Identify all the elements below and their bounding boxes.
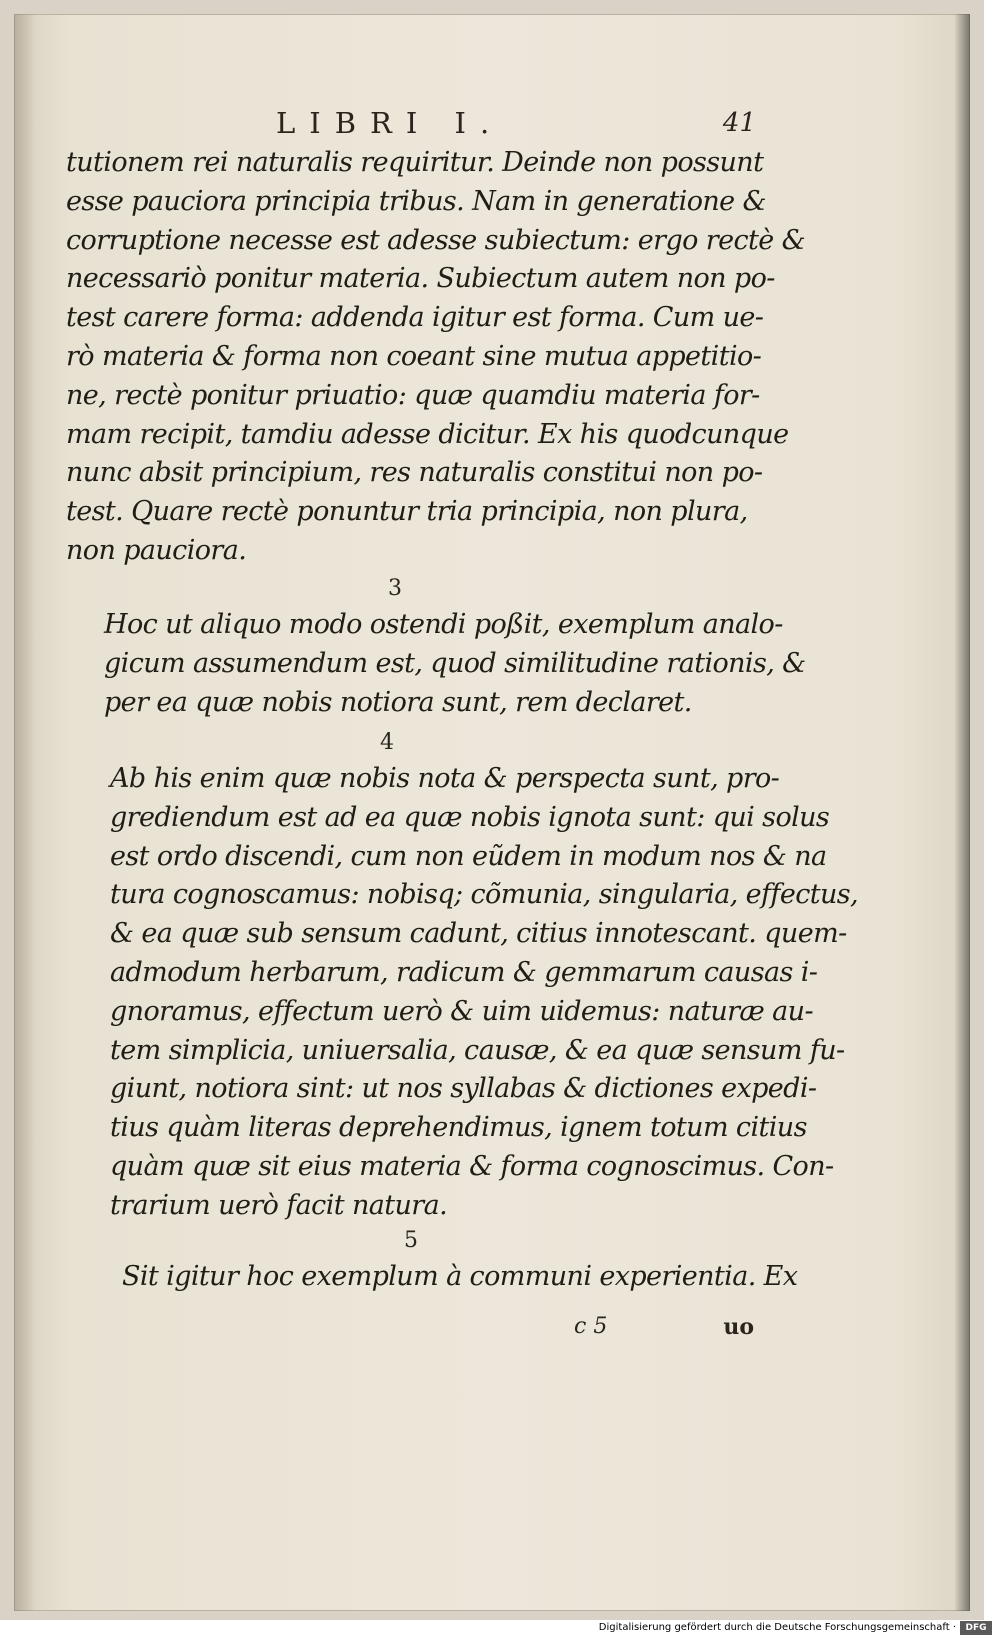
text-line: mam recipit, tamdiu adesse dicitur. Ex his quodcunque xyxy=(66,418,789,450)
text-line: gicum assumendum est, quod similitudine rationis, & xyxy=(104,647,806,679)
text-line: est ordo discendi, cum non eũdem in modum nos & na xyxy=(110,840,827,872)
page-edge-shadow xyxy=(954,14,970,1611)
text-line: test. Quare rectè ponuntur tria principia, non plura, xyxy=(66,496,748,528)
section-number-4: 4 xyxy=(380,730,394,755)
paragraph-5 xyxy=(122,1258,812,1297)
text-line: giunt, notiora sint: ut nos syllabas & dictiones expedi- xyxy=(110,1073,817,1105)
text-line: Ab his enim quæ nobis nota & perspecta sunt, pro- xyxy=(110,763,780,794)
section-number-3: 3 xyxy=(388,576,402,601)
running-title: LIBRI I. xyxy=(276,106,504,140)
paragraph-1 xyxy=(66,144,806,571)
text-line: tius quàm literas deprehendimus, ignem totum citius xyxy=(110,1112,807,1144)
digitization-credit: Digitalisierung gefördert durch die Deutsche Forschungsgemeinschaft · xyxy=(598,1622,956,1633)
text-line: ne, rectè ponitur priuatio: quæ quamdiu materia for- xyxy=(66,379,760,411)
spine-shadow xyxy=(14,14,36,1611)
text-line: Sit igitur hoc exemplum à communi experientia. Ex xyxy=(122,1261,798,1292)
text-line: grediendum est ad ea quæ nobis ignota sunt: qui solus xyxy=(110,801,830,833)
text-line: per ea quæ nobis notiora sunt, rem declaret. xyxy=(104,686,692,718)
text-line: nunc absit principium, res naturalis constitui non po- xyxy=(66,457,763,489)
folio-number: 41 xyxy=(722,108,756,138)
catchword: uo xyxy=(723,1314,754,1340)
book-page xyxy=(14,14,970,1611)
text-line: tura cognoscamus: nobisq; cõmunia, singularia, effectus, xyxy=(110,879,859,911)
section-number-5: 5 xyxy=(404,1228,418,1253)
text-line: admodum herbarum, radicum & gemmarum causas i- xyxy=(110,956,818,988)
text-line: trarium uerò facit natura. xyxy=(110,1189,448,1221)
paragraph-4 xyxy=(110,760,859,1226)
page-footer xyxy=(574,1314,754,1344)
text-line: Hoc ut aliquo modo ostendi poßit, exemplum analo- xyxy=(104,609,783,640)
text-line: rò materia & forma non coeant sine mutua appetitio- xyxy=(66,340,762,372)
paragraph-3 xyxy=(104,606,806,722)
text-line: gnoramus, effectum uerò & uim uidemus: naturæ au- xyxy=(110,995,813,1027)
text-line: esse pauciora principia tribus. Nam in generatione & xyxy=(66,185,766,217)
dfg-logo: DFG xyxy=(960,1621,992,1635)
text-line: tem simplicia, uniuersalia, causæ, & ea quæ sensum fu- xyxy=(110,1034,845,1066)
signature-mark: c 5 xyxy=(574,1314,608,1339)
text-line: corruptione necesse est adesse subiectum: ergo rectè & xyxy=(66,224,806,256)
text-line: & ea quæ sub sensum cadunt, citius innotescant. quem- xyxy=(110,918,847,950)
text-line: test carere forma: addenda igitur est forma. Cum ue- xyxy=(66,302,764,334)
text-line: quàm quæ sit eius materia & forma cognoscimus. Con- xyxy=(110,1150,834,1182)
text-line: necessariò ponitur materia. Subiectum autem non po- xyxy=(66,263,775,295)
text-line: non pauciora. xyxy=(66,534,247,566)
text-line: tutionem rei naturalis requiritur. Deinde non possunt xyxy=(66,147,764,178)
